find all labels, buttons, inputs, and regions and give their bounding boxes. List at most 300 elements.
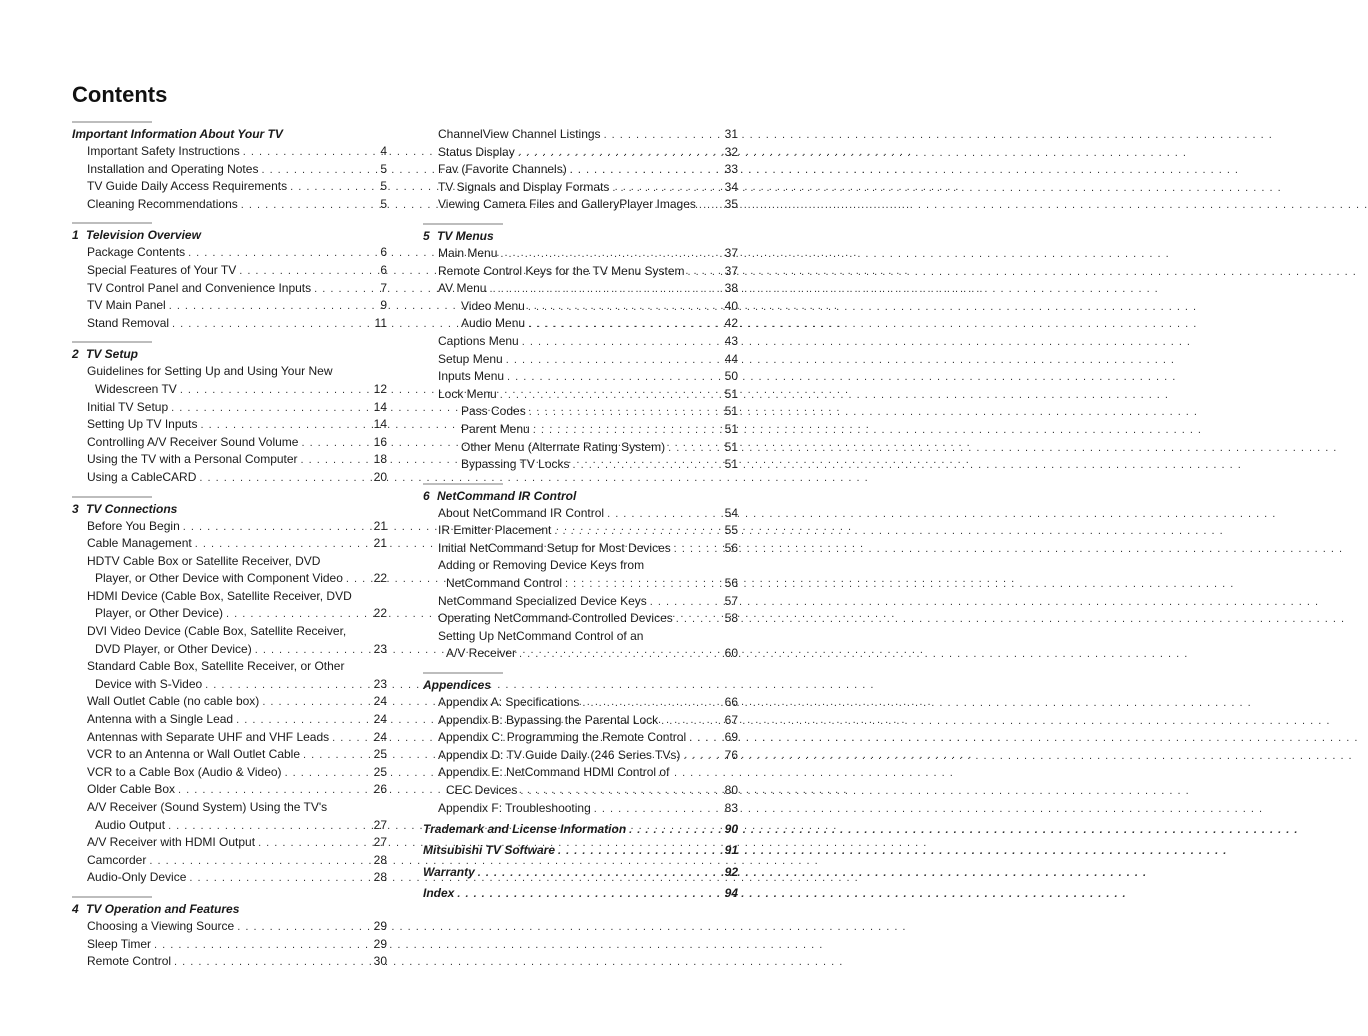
toc-page-number: 5 <box>380 161 387 176</box>
toc-entry[interactable] <box>72 817 387 835</box>
toc-page-number: 27 <box>373 835 387 850</box>
toc-entry-title: Cleaning Recommendations <box>87 196 238 211</box>
toc-page-number: 51 <box>724 386 738 401</box>
dot-leader <box>528 316 721 334</box>
toc-entry-title: AV Menu <box>438 281 487 296</box>
toc-page-number: 12 <box>373 381 387 396</box>
dot-leader <box>171 400 370 418</box>
toc-entry[interactable] <box>423 403 738 421</box>
toc-entry-title: Sleep Timer <box>87 936 152 951</box>
section-number: 4 <box>72 901 79 916</box>
section-heading[interactable] <box>72 346 387 362</box>
dot-leader <box>683 748 721 766</box>
toc-entry[interactable] <box>423 298 738 316</box>
dot-leader <box>699 197 721 215</box>
toc-entry-title: Video Menu <box>461 298 525 313</box>
toc-entry[interactable] <box>72 161 387 179</box>
section-title: Appendices <box>423 678 492 693</box>
toc-entry-title: Remote Control <box>87 954 172 969</box>
toc-section <box>423 663 738 817</box>
toc-entry[interactable] <box>423 800 738 818</box>
dot-leader <box>689 730 721 748</box>
section-heading[interactable] <box>423 228 738 244</box>
dot-leader <box>478 865 721 883</box>
toc-entry-text: Appendix E: NetCommand HDMI Control of <box>438 765 670 780</box>
dot-leader <box>149 853 370 871</box>
toc-page-number: 67 <box>724 712 738 727</box>
dot-leader <box>518 145 721 163</box>
toc-page-number: 33 <box>724 162 738 177</box>
toc-page-number: 34 <box>724 179 738 194</box>
toc-page-number: 66 <box>724 695 738 710</box>
toc-entry-text: Adding or Removing Device Keys from <box>438 558 645 573</box>
toc-page-number: 25 <box>373 764 387 779</box>
dot-leader <box>189 870 370 888</box>
toc-entry[interactable] <box>72 834 387 852</box>
toc-entry-text: Standard Cable Box, Satellite Receiver, or Other <box>87 659 345 674</box>
dot-leader <box>154 937 370 955</box>
toc-page-number: 94 <box>724 885 738 900</box>
toc-page-number: 91 <box>724 843 738 858</box>
dot-leader <box>582 695 721 713</box>
toc-page-number: 51 <box>724 421 738 436</box>
dot-leader <box>558 843 721 861</box>
toc-entry[interactable] <box>72 434 387 452</box>
section-heading[interactable] <box>72 126 387 142</box>
dot-leader <box>290 179 370 197</box>
toc-entry-title: ChannelView Channel Listings <box>438 127 601 141</box>
dot-leader <box>332 730 370 748</box>
toc-entry[interactable] <box>423 505 738 523</box>
toc-entry[interactable] <box>423 747 738 765</box>
toc-page-number: 28 <box>373 852 387 867</box>
dot-leader <box>201 417 370 435</box>
toc-entry-title: Mitsubishi TV Software <box>423 843 556 858</box>
dot-leader <box>519 646 721 664</box>
toc-entry-title: Index <box>423 885 455 900</box>
toc-page-number: 23 <box>373 641 387 656</box>
toc-page-number: 31 <box>724 127 738 141</box>
dot-leader <box>612 180 721 198</box>
toc-entry[interactable] <box>72 676 387 694</box>
toc-entry-title: DVD Player, or Other Device) <box>95 641 252 656</box>
toc-entry[interactable] <box>423 522 738 540</box>
toc-entry[interactable] <box>423 439 738 457</box>
toc-page-number: 54 <box>724 505 738 520</box>
dot-leader <box>522 334 721 352</box>
toc-entry[interactable] <box>72 605 387 623</box>
toc-entry-title: Inputs Menu <box>438 369 505 384</box>
dot-leader <box>174 954 370 972</box>
toc-page-number: 4 <box>380 144 387 158</box>
dot-leader <box>226 606 370 624</box>
section-heading[interactable] <box>72 227 387 243</box>
toc-entry-title: Antennas with Separate UHF and VHF Leads <box>87 729 330 744</box>
toc-entry-title: Appendix A: Specifications <box>438 695 580 710</box>
toc-entry-title: VCR to an Antenna or Wall Outlet Cable <box>87 747 300 762</box>
toc-entry-title: Initial TV Setup <box>87 399 169 414</box>
toc-page-number: 51 <box>724 457 738 472</box>
toc-page-number: 76 <box>724 747 738 762</box>
toc-page-number: 16 <box>373 434 387 449</box>
toc-entry[interactable] <box>423 126 738 144</box>
toc-section <box>72 213 387 332</box>
toc-entry-title: A/V Receiver <box>446 646 517 661</box>
toc-entry-title: Package Contents <box>87 245 186 260</box>
toc-entry-title: Trademark and License Information <box>423 822 627 837</box>
toc-entry-title: Important Safety Instructions <box>87 144 240 158</box>
toc-entry[interactable] <box>72 641 387 659</box>
dot-leader <box>261 162 370 180</box>
toc-page-number: 18 <box>373 452 387 467</box>
toc-page-number: 30 <box>373 954 387 969</box>
toc-entry[interactable] <box>423 540 738 558</box>
toc-entry[interactable] <box>72 764 387 782</box>
toc-entry-title: Using the TV with a Personal Computer <box>87 452 298 467</box>
toc-page-number: 21 <box>373 518 387 533</box>
toc-entry[interactable] <box>423 729 738 747</box>
dot-leader <box>570 162 721 180</box>
toc-entry[interactable] <box>72 729 387 747</box>
toc-entry-title: Other Menu (Alternate Rating System) <box>461 439 666 454</box>
toc-entry[interactable] <box>423 196 738 214</box>
dot-leader <box>239 263 370 281</box>
toc-entry[interactable] <box>72 451 387 469</box>
toc-entry-title: Appendix C: Programming the Remote Control <box>438 730 687 745</box>
dot-leader <box>507 369 721 387</box>
dot-leader <box>169 298 370 316</box>
toc-entry[interactable] <box>72 711 387 729</box>
toc-entry-title: Operating NetCommand-Controlled Devices <box>438 611 673 626</box>
dot-leader <box>661 713 721 731</box>
toc-entry[interactable] <box>423 456 738 474</box>
toc-page-number: 80 <box>724 783 738 797</box>
toc-entry[interactable] <box>423 421 738 439</box>
dot-leader <box>565 576 721 594</box>
toc-page-number: 42 <box>724 316 738 331</box>
toc-page-number: 51 <box>724 439 738 454</box>
toc-page-number: 24 <box>373 729 387 744</box>
toc-page-number: 90 <box>724 822 738 837</box>
dot-leader <box>258 835 370 853</box>
toc-entry[interactable] <box>423 368 738 386</box>
toc-page-number: 22 <box>373 606 387 621</box>
toc-entry[interactable] <box>72 469 387 487</box>
toc-entry-title: Bypassing TV Locks <box>461 457 570 472</box>
toc-entry-title: TV Main Panel <box>87 298 166 313</box>
toc-entry-title: Viewing Camera Files and GalleryPlayer Images <box>438 197 696 212</box>
toc-page-number: 51 <box>724 404 738 419</box>
page-title: Contents <box>72 82 168 107</box>
dot-leader <box>457 886 721 904</box>
toc-page-number: 55 <box>724 523 738 538</box>
toc-entry-title: Setup Menu <box>438 351 503 366</box>
toc-entry[interactable] <box>423 386 738 404</box>
toc-page-number: 60 <box>724 646 738 661</box>
toc-page-number: 9 <box>380 298 387 313</box>
section-title: TV Operation and Features <box>86 901 240 916</box>
toc-section <box>72 126 387 213</box>
toc-entry-title: Initial NetCommand Setup for Most Devices <box>438 540 671 555</box>
toc-page-number: 29 <box>373 936 387 951</box>
toc-page-number: 43 <box>724 333 738 348</box>
toc-entry-title: Player, or Other Device with Component Video <box>95 571 343 586</box>
section-title: Television Overview <box>86 228 201 243</box>
dot-leader <box>205 677 370 695</box>
toc-entry-title: Captions Menu <box>438 333 519 348</box>
toc-entry[interactable] <box>72 143 387 161</box>
dot-leader <box>241 197 370 215</box>
toc-entry-title: Device with S-Video <box>95 676 203 691</box>
toc-entry-text: HDMI Device (Cable Box, Satellite Receiver, DVD <box>87 588 352 603</box>
toc-entry-title: Cable Management <box>87 536 192 551</box>
toc-entry[interactable] <box>423 885 738 903</box>
dot-leader <box>243 144 370 162</box>
dot-leader <box>172 316 370 334</box>
toc-page-number: 22 <box>373 571 387 586</box>
toc-entry[interactable] <box>423 161 738 179</box>
toc-entry-title: Camcorder <box>87 852 147 867</box>
toc-entry[interactable] <box>72 535 387 553</box>
toc-entry-title: Before You Begin <box>87 518 180 533</box>
section-number: 3 <box>72 501 79 516</box>
toc-entry[interactable] <box>423 821 738 839</box>
toc-page-number: 57 <box>724 593 738 608</box>
toc-entry[interactable] <box>423 694 738 712</box>
toc-entry[interactable] <box>423 144 738 162</box>
toc-entry-title: A/V Receiver with HDMI Output <box>87 835 256 850</box>
toc-page-number: 14 <box>373 417 387 432</box>
toc-page-number: 11 <box>374 315 387 330</box>
section-number: 2 <box>72 347 79 362</box>
dot-leader <box>255 642 370 660</box>
section-number: 5 <box>423 228 430 243</box>
toc-entry-text: A/V Receiver (Sound System) Using the TV's <box>87 800 328 814</box>
dot-leader <box>594 801 721 819</box>
toc-entry[interactable] <box>72 381 387 399</box>
toc-entry-title: Appendix B: Bypassing the Parental Lock <box>438 712 659 727</box>
dot-leader <box>688 264 721 282</box>
toc-entry-title: Remote Control Keys for the TV Menu System <box>438 263 685 278</box>
dot-leader <box>301 435 370 453</box>
toc-page-number: 37 <box>724 263 738 278</box>
dot-leader <box>183 519 370 537</box>
dot-leader <box>650 594 721 612</box>
toc-page-number: 92 <box>724 864 738 879</box>
toc-page-number: 23 <box>373 676 387 691</box>
toc-entry[interactable] <box>423 575 738 593</box>
toc-entry-title: NetCommand Specialized Device Keys <box>438 593 647 608</box>
toc-page-number: 56 <box>724 576 738 591</box>
toc-entry[interactable] <box>72 781 387 799</box>
dot-leader <box>674 541 721 559</box>
toc-entry-title: TV Signals and Display Formats <box>438 179 610 194</box>
toc-entry[interactable] <box>72 399 387 417</box>
dot-leader <box>604 127 721 145</box>
dot-leader <box>180 382 370 400</box>
toc-page-number: 69 <box>724 730 738 745</box>
toc-section <box>72 487 387 887</box>
toc-entry[interactable] <box>423 245 738 263</box>
toc-entry-title: Widescreen TV <box>95 381 177 396</box>
toc-entry[interactable] <box>423 842 738 860</box>
toc-entry[interactable] <box>423 782 738 800</box>
toc-entry[interactable] <box>72 196 387 214</box>
toc-page-number: 58 <box>724 611 738 626</box>
toc-section <box>72 887 387 971</box>
toc-entry-title: VCR to a Cable Box (Audio & Video) <box>87 764 282 779</box>
toc-entry[interactable] <box>72 178 387 196</box>
dot-leader <box>506 352 721 370</box>
toc-entry[interactable] <box>423 712 738 730</box>
toc-entry[interactable] <box>72 746 387 764</box>
toc-page-number: 24 <box>373 694 387 709</box>
toc-entry[interactable] <box>72 918 387 936</box>
toc-entry-title: Audio Output <box>95 817 166 832</box>
dot-leader <box>285 765 370 783</box>
toc-entry-title: Using a CableCARD <box>87 469 197 484</box>
toc-entry-text: Guidelines for Setting Up and Using Your New <box>87 364 333 379</box>
toc-page-number: 5 <box>380 179 387 194</box>
dot-leader <box>199 470 370 488</box>
toc-entry-title: Wall Outlet Cable (no cable box) <box>87 694 260 709</box>
toc-entry-title: Older Cable Box <box>87 782 176 797</box>
toc-section <box>423 214 738 474</box>
toc-page-number: 44 <box>724 351 738 366</box>
toc-entry-title: About NetCommand IR Control <box>438 505 605 520</box>
toc-entry[interactable] <box>72 280 387 298</box>
toc-entry-title: Player, or Other Device) <box>95 606 224 621</box>
toc-page-number: 25 <box>373 747 387 762</box>
toc-entry[interactable] <box>72 518 387 536</box>
toc-page-number: 5 <box>380 196 387 211</box>
dot-leader <box>668 440 721 458</box>
toc-entry[interactable] <box>423 280 738 298</box>
toc-entry-title: Stand Removal <box>87 315 170 330</box>
toc-entry[interactable] <box>72 869 387 887</box>
dot-leader <box>188 245 370 263</box>
dot-leader <box>237 919 370 937</box>
section-title: TV Setup <box>86 347 139 362</box>
dot-leader <box>554 523 721 541</box>
toc-entry[interactable] <box>423 593 738 611</box>
section-heading[interactable] <box>423 488 738 504</box>
toc-entry-title: Status Display <box>438 144 515 159</box>
dot-leader <box>500 246 721 264</box>
dot-leader <box>314 281 370 299</box>
toc-page-number: 35 <box>724 197 738 212</box>
section-heading[interactable] <box>72 901 387 917</box>
toc-entry-title: Parent Menu <box>461 421 530 436</box>
toc-entry-title: TV Guide Daily Access Requirements <box>87 179 288 194</box>
dot-leader <box>629 822 721 840</box>
toc-entry[interactable] <box>72 693 387 711</box>
dot-leader <box>529 404 721 422</box>
dot-leader <box>303 747 370 765</box>
toc-entry-title: Lock Menu <box>438 386 497 401</box>
dot-leader <box>500 387 721 405</box>
toc-entry[interactable] <box>423 263 738 281</box>
section-heading[interactable] <box>72 501 387 517</box>
dot-leader <box>301 452 370 470</box>
toc-entry-title: IR Emitter Placement <box>438 523 552 538</box>
toc-page-number: 37 <box>724 245 738 260</box>
toc-page-number: 24 <box>373 712 387 727</box>
toc-entry[interactable] <box>72 570 387 588</box>
toc-entry-title: Setting Up TV Inputs <box>87 417 198 432</box>
dot-leader <box>346 571 370 589</box>
toc-entry[interactable] <box>423 179 738 197</box>
dot-leader <box>607 506 721 524</box>
section-title: Important Information About Your TV <box>72 127 283 141</box>
toc-page-number: 6 <box>380 245 387 260</box>
toc-entry-title: Choosing a Viewing Source <box>87 918 235 933</box>
toc-page-number: 20 <box>373 469 387 484</box>
toc-entry[interactable] <box>72 297 387 315</box>
dot-leader <box>262 694 370 712</box>
toc-page-number: 27 <box>373 817 387 832</box>
section-number: 1 <box>72 228 79 243</box>
toc-page-number: 28 <box>373 870 387 885</box>
toc-entry-text: Setting Up NetCommand Control of an <box>438 628 644 643</box>
toc-entry[interactable] <box>72 244 387 262</box>
toc-entry-title: TV Control Panel and Convenience Inputs <box>87 280 312 295</box>
toc-entry-text: HDTV Cable Box or Satellite Receiver, DVD <box>87 553 321 568</box>
toc-entry-title: Appendix D: TV Guide Daily (246 Series TVs) <box>438 747 681 762</box>
toc-entry-title: Audio Menu <box>461 316 526 331</box>
toc-page-number: 38 <box>724 281 738 296</box>
toc-page-number: 29 <box>373 918 387 933</box>
toc-entry[interactable] <box>72 315 387 333</box>
toc-page-number: 26 <box>373 782 387 797</box>
toc-entry-title: Installation and Operating Notes <box>87 161 259 176</box>
dot-leader <box>178 782 370 800</box>
dot-leader <box>676 611 721 629</box>
toc-page-number: 40 <box>724 298 738 313</box>
dot-leader <box>573 457 722 475</box>
section-title: TV Menus <box>437 228 494 243</box>
toc-entry[interactable] <box>72 262 387 280</box>
toc-page-number: 14 <box>373 399 387 414</box>
toc-entry-title: Audio-Only Device <box>87 870 187 885</box>
dot-leader <box>168 818 370 836</box>
toc-page-number: 50 <box>724 369 738 384</box>
dot-leader <box>236 712 370 730</box>
toc-entry[interactable] <box>423 864 738 882</box>
toc-entry-title: Controlling A/V Receiver Sound Volume <box>87 434 299 449</box>
toc-entry[interactable] <box>72 936 387 954</box>
toc-entry[interactable] <box>423 645 738 663</box>
dot-leader <box>528 299 721 317</box>
toc-entry-title: Warranty <box>423 864 475 879</box>
left-column <box>72 126 387 971</box>
section-heading[interactable] <box>423 677 738 693</box>
toc-entry[interactable] <box>72 953 387 971</box>
toc-page-number: 83 <box>724 800 738 815</box>
toc-entry[interactable] <box>72 852 387 870</box>
toc-entry[interactable] <box>423 333 738 351</box>
toc-entry[interactable] <box>72 416 387 434</box>
toc-entry-title: Pass Codes <box>461 404 526 419</box>
toc-page-number: 32 <box>724 144 738 159</box>
toc-entry[interactable] <box>423 351 738 369</box>
right-column <box>423 126 738 906</box>
section-title: TV Connections <box>86 501 178 516</box>
toc-entry-title: Special Features of Your TV <box>87 262 237 277</box>
toc-entry[interactable] <box>423 610 738 628</box>
toc-entry[interactable] <box>423 315 738 333</box>
dot-leader <box>520 783 721 801</box>
